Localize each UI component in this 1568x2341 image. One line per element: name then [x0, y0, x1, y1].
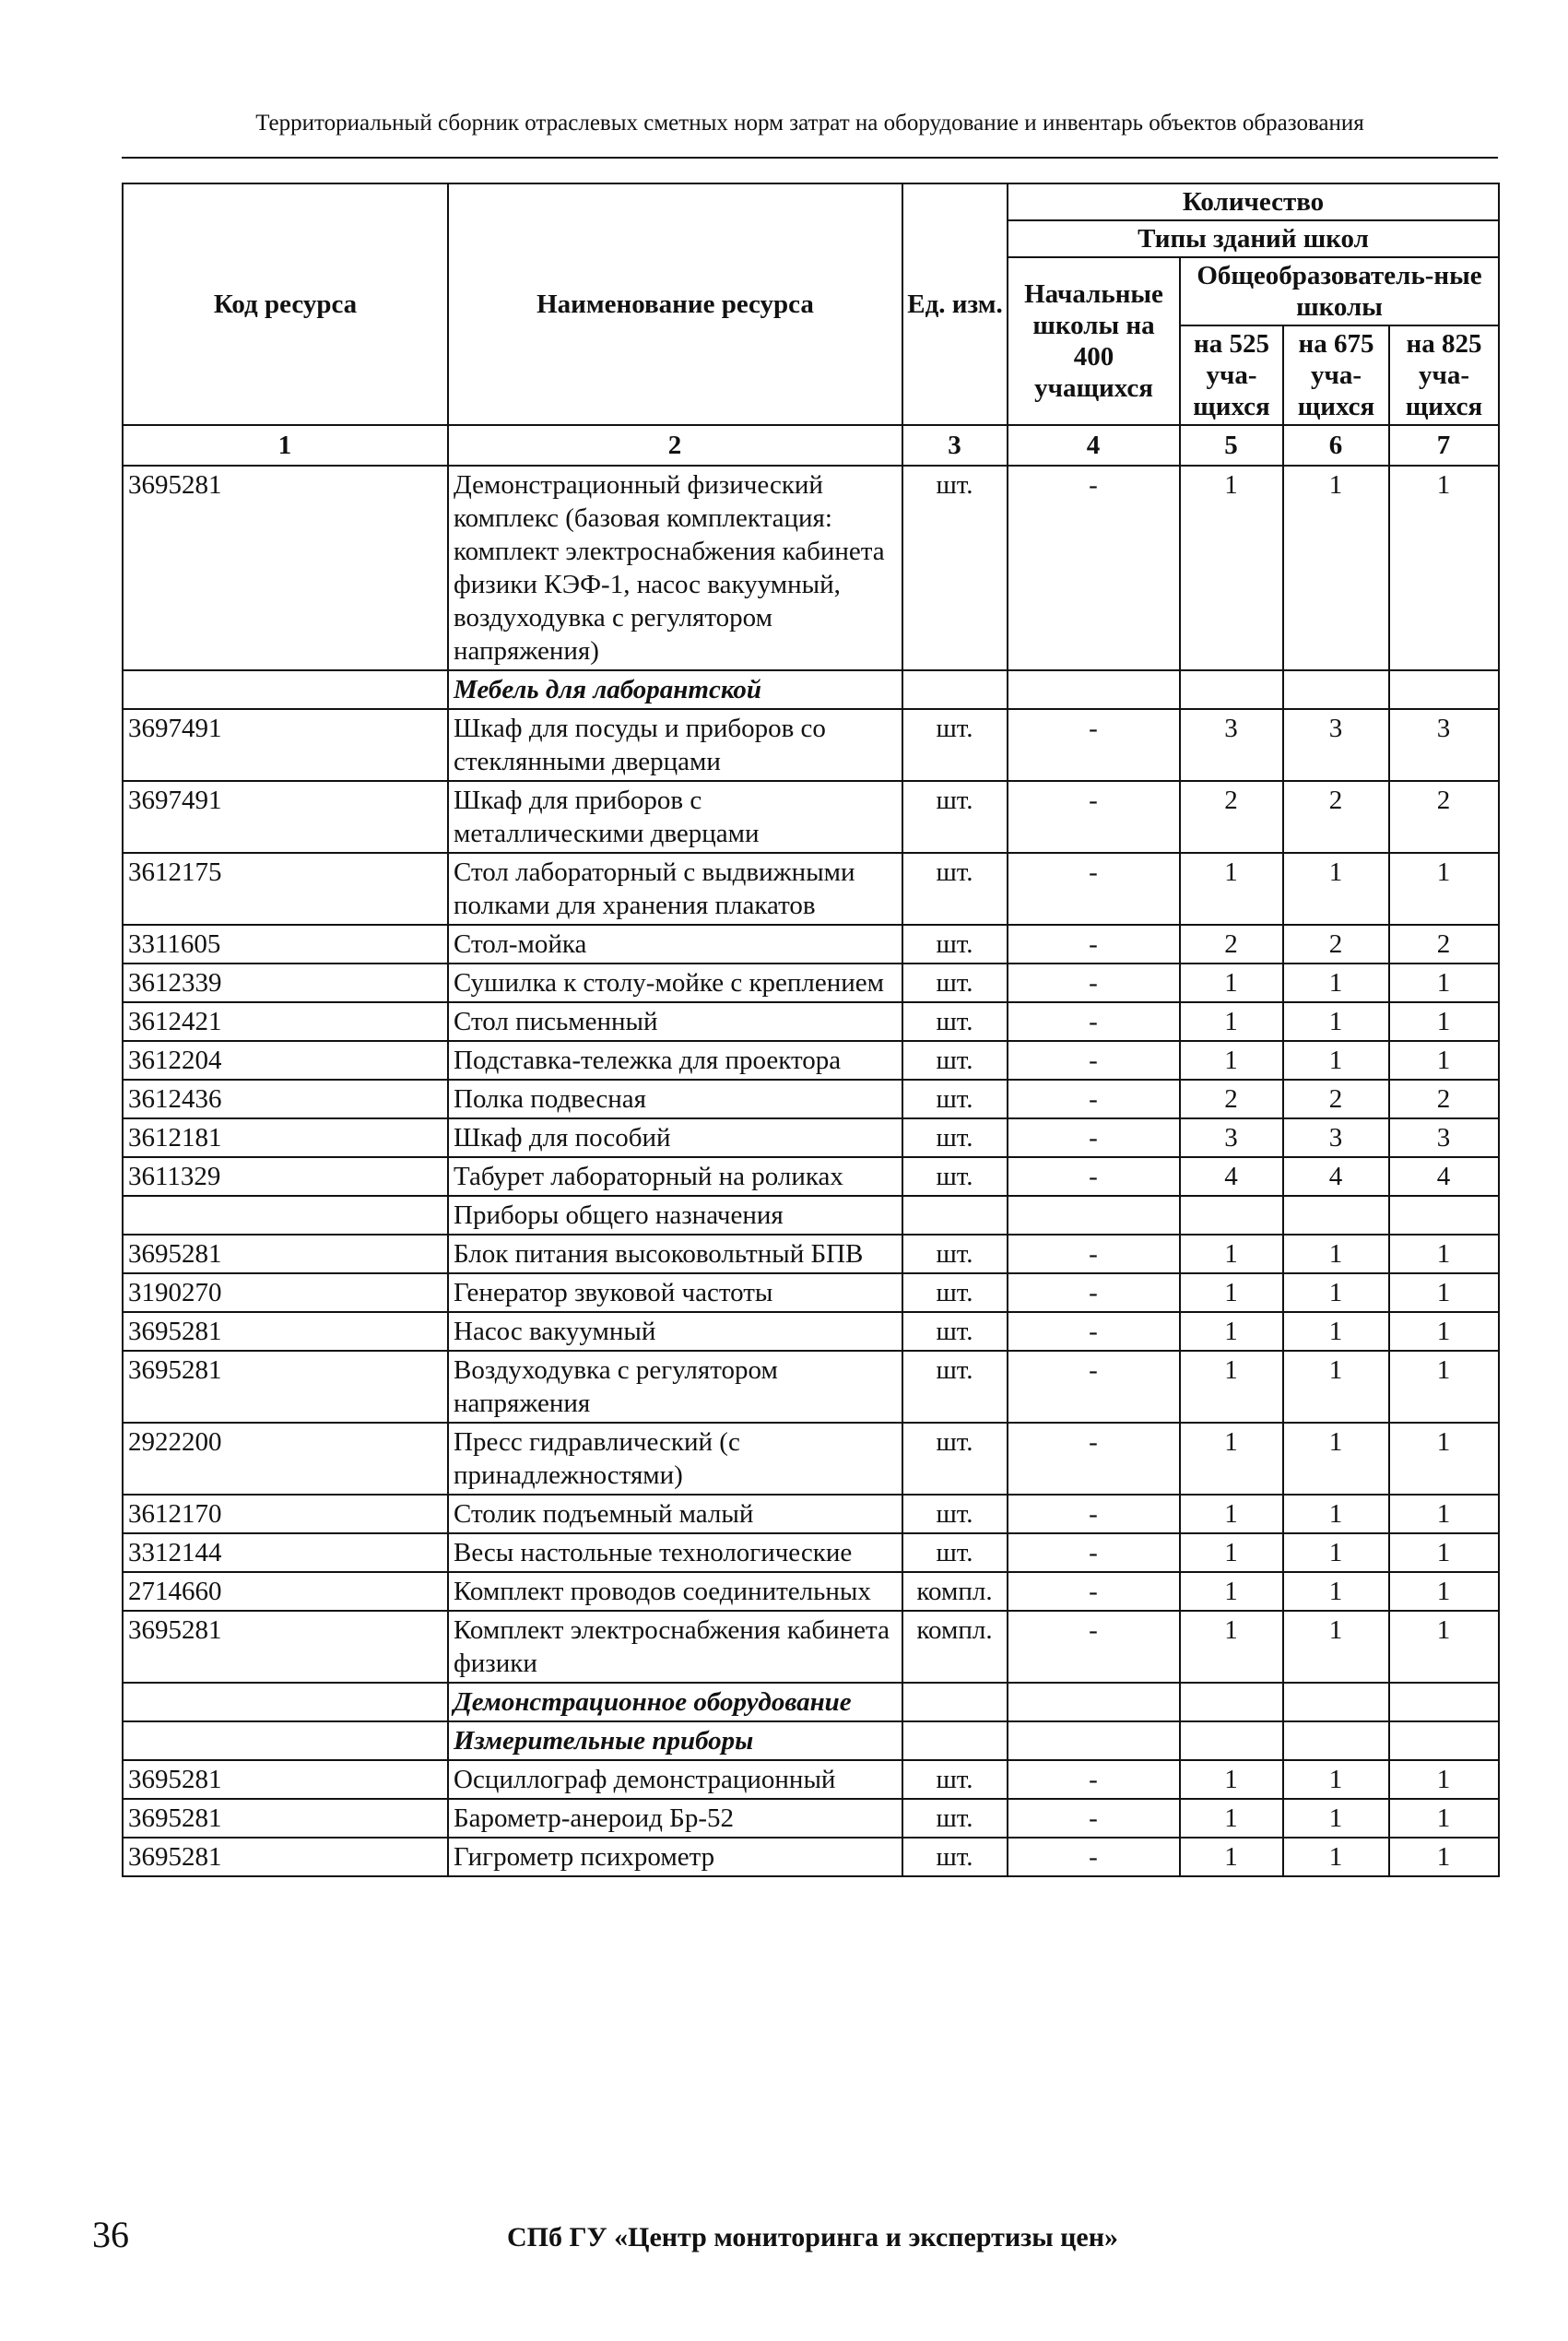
qty-675: 1	[1283, 853, 1389, 925]
qty-primary-400: -	[1008, 1572, 1180, 1611]
table-row	[123, 1495, 1499, 1533]
qty-825: 2	[1389, 1080, 1499, 1118]
resource-code: 3695281	[123, 1235, 448, 1273]
col-header-unit: Ед. изм.	[902, 183, 1008, 425]
qty-675: 1	[1283, 1351, 1389, 1423]
qty-675: 1	[1283, 1799, 1389, 1838]
qty-825: 1	[1389, 466, 1499, 670]
section-title: Измерительные приборы	[448, 1721, 902, 1760]
qty-primary-400: -	[1008, 853, 1180, 925]
qty-825: 1	[1389, 1495, 1499, 1533]
resource-code: 3312144	[123, 1533, 448, 1572]
qty-825: 2	[1389, 925, 1499, 964]
unit-cell: шт.	[902, 1423, 1008, 1495]
qty-675: 1	[1283, 1041, 1389, 1080]
empty-cell	[123, 670, 448, 709]
qty-825: 2	[1389, 781, 1499, 853]
resource-code: 3190270	[123, 1273, 448, 1312]
qty-525: 1	[1180, 1572, 1283, 1611]
resource-name: Стол-мойка	[448, 925, 902, 964]
unit-cell: шт.	[902, 1351, 1008, 1423]
qty-525: 1	[1180, 1760, 1283, 1799]
qty-675: 1	[1283, 964, 1389, 1002]
qty-525: 3	[1180, 1118, 1283, 1157]
table-row	[123, 925, 1499, 964]
resource-name: Табурет лабораторный на роликах	[448, 1157, 902, 1196]
resource-name: Блок питания высоковольтный БПВ	[448, 1235, 902, 1273]
resource-code: 3612170	[123, 1495, 448, 1533]
table-row	[123, 853, 1499, 925]
resource-name: Шкаф для пособий	[448, 1118, 902, 1157]
qty-primary-400: -	[1008, 964, 1180, 1002]
empty-cell	[1389, 670, 1499, 709]
table-row	[123, 1533, 1499, 1572]
resource-name: Сушилка к столу-мойке с креплением	[448, 964, 902, 1002]
qty-primary-400: -	[1008, 925, 1180, 964]
unit-cell: шт.	[902, 1041, 1008, 1080]
qty-primary-400: -	[1008, 1838, 1180, 1876]
qty-825: 1	[1389, 964, 1499, 1002]
qty-675: 1	[1283, 466, 1389, 670]
qty-525: 1	[1180, 1273, 1283, 1312]
qty-525: 1	[1180, 1312, 1283, 1351]
resource-name: Комплект проводов соединительных	[448, 1572, 902, 1611]
qty-825: 1	[1389, 1351, 1499, 1423]
qty-525: 1	[1180, 1002, 1283, 1041]
unit-cell: шт.	[902, 781, 1008, 853]
empty-cell	[1180, 1721, 1283, 1760]
col-header-825: на 825 уча-щихся	[1389, 325, 1499, 425]
resource-name: Осциллограф демонстрационный	[448, 1760, 902, 1799]
qty-primary-400: -	[1008, 709, 1180, 781]
column-number: 7	[1389, 425, 1499, 466]
col-header-quantity: Количество	[1008, 183, 1499, 220]
table-row	[123, 1002, 1499, 1041]
empty-cell	[1283, 1683, 1389, 1721]
qty-525: 2	[1180, 925, 1283, 964]
qty-primary-400: -	[1008, 1611, 1180, 1683]
resource-code: 3612436	[123, 1080, 448, 1118]
empty-cell	[1180, 670, 1283, 709]
qty-525: 3	[1180, 709, 1283, 781]
section-title: Мебель для лаборантской	[448, 670, 902, 709]
unit-cell: шт.	[902, 853, 1008, 925]
resource-code: 3611329	[123, 1157, 448, 1196]
resource-code: 2922200	[123, 1423, 448, 1495]
qty-825: 1	[1389, 1041, 1499, 1080]
qty-525: 1	[1180, 1838, 1283, 1876]
qty-525: 1	[1180, 1495, 1283, 1533]
publisher-footer: СПб ГУ «Центр мониторинга и экспертизы цен»	[507, 2222, 1119, 2252]
empty-cell	[1389, 1721, 1499, 1760]
qty-675: 1	[1283, 1760, 1389, 1799]
empty-cell	[1389, 1196, 1499, 1235]
table-row	[123, 1760, 1499, 1799]
col-header-675: на 675 уча-щихся	[1283, 325, 1389, 425]
table-row	[123, 1351, 1499, 1423]
resource-code: 3695281	[123, 1312, 448, 1351]
qty-675: 3	[1283, 709, 1389, 781]
qty-825: 1	[1389, 1235, 1499, 1273]
qty-675: 1	[1283, 1533, 1389, 1572]
qty-primary-400: -	[1008, 1235, 1180, 1273]
qty-675: 2	[1283, 1080, 1389, 1118]
column-number: 5	[1180, 425, 1283, 466]
col-header-code: Код ресурса	[123, 183, 448, 425]
section-row	[123, 1196, 1499, 1235]
qty-675: 1	[1283, 1838, 1389, 1876]
table-row	[123, 1273, 1499, 1312]
section-row	[123, 1683, 1499, 1721]
qty-525: 1	[1180, 964, 1283, 1002]
resource-name: Стол письменный	[448, 1002, 902, 1041]
qty-primary-400: -	[1008, 1495, 1180, 1533]
table-row	[123, 466, 1499, 670]
qty-675: 4	[1283, 1157, 1389, 1196]
qty-primary-400: -	[1008, 1423, 1180, 1495]
empty-cell	[1008, 1683, 1180, 1721]
resource-code: 3612339	[123, 964, 448, 1002]
running-header: Территориальный сборник отраслевых сметных норм затрат на оборудование и инвентарь объектов образования	[255, 111, 1364, 136]
qty-primary-400: -	[1008, 1157, 1180, 1196]
col-header-general: Общеобразователь-ные школы	[1180, 257, 1499, 325]
qty-675: 1	[1283, 1002, 1389, 1041]
table-row	[123, 1611, 1499, 1683]
qty-525: 2	[1180, 781, 1283, 853]
qty-675: 1	[1283, 1572, 1389, 1611]
unit-cell: компл.	[902, 1611, 1008, 1683]
qty-525: 1	[1180, 853, 1283, 925]
resource-name: Гигрометр психрометр	[448, 1838, 902, 1876]
qty-primary-400: -	[1008, 1312, 1180, 1351]
qty-675: 3	[1283, 1118, 1389, 1157]
resource-name: Полка подвесная	[448, 1080, 902, 1118]
qty-825: 1	[1389, 1572, 1499, 1611]
header-rule	[122, 157, 1498, 159]
qty-525: 1	[1180, 1235, 1283, 1273]
qty-525: 1	[1180, 1533, 1283, 1572]
resource-code: 3695281	[123, 1799, 448, 1838]
unit-cell: шт.	[902, 466, 1008, 670]
table-row	[123, 1799, 1499, 1838]
empty-cell	[1008, 1196, 1180, 1235]
qty-825: 1	[1389, 1799, 1499, 1838]
section-row	[123, 670, 1499, 709]
qty-825: 4	[1389, 1157, 1499, 1196]
qty-primary-400: -	[1008, 1080, 1180, 1118]
table-row	[123, 964, 1499, 1002]
table-row	[123, 1041, 1499, 1080]
resource-code: 3695281	[123, 1351, 448, 1423]
resource-name: Подставка-тележка для проектора	[448, 1041, 902, 1080]
unit-cell: шт.	[902, 1235, 1008, 1273]
qty-primary-400: -	[1008, 466, 1180, 670]
empty-cell	[123, 1196, 448, 1235]
column-number: 6	[1283, 425, 1389, 466]
qty-675: 2	[1283, 925, 1389, 964]
qty-825: 1	[1389, 1533, 1499, 1572]
qty-primary-400: -	[1008, 781, 1180, 853]
resource-code: 3695281	[123, 1838, 448, 1876]
qty-825: 3	[1389, 709, 1499, 781]
qty-primary-400: -	[1008, 1760, 1180, 1799]
resource-code: 3695281	[123, 466, 448, 670]
unit-cell: шт.	[902, 1533, 1008, 1572]
qty-525: 1	[1180, 1351, 1283, 1423]
resource-name: Пресс гидравлический (с принадлежностями)	[448, 1423, 902, 1495]
qty-525: 2	[1180, 1080, 1283, 1118]
column-number-row	[123, 425, 1499, 466]
qty-primary-400: -	[1008, 1041, 1180, 1080]
table-row	[123, 1838, 1499, 1876]
column-number: 4	[1008, 425, 1180, 466]
resource-name: Столик подъемный малый	[448, 1495, 902, 1533]
qty-primary-400: -	[1008, 1002, 1180, 1041]
qty-825: 1	[1389, 853, 1499, 925]
qty-825: 3	[1389, 1118, 1499, 1157]
qty-825: 1	[1389, 1760, 1499, 1799]
qty-675: 1	[1283, 1495, 1389, 1533]
resource-table	[122, 183, 1500, 1877]
unit-cell: шт.	[902, 1312, 1008, 1351]
col-header-name: Наименование ресурса	[448, 183, 902, 425]
resource-name: Весы настольные технологические	[448, 1533, 902, 1572]
empty-cell	[1283, 1196, 1389, 1235]
qty-525: 1	[1180, 1041, 1283, 1080]
unit-cell: шт.	[902, 1495, 1008, 1533]
qty-primary-400: -	[1008, 1533, 1180, 1572]
unit-cell: компл.	[902, 1572, 1008, 1611]
resource-code: 3612204	[123, 1041, 448, 1080]
empty-cell	[1008, 670, 1180, 709]
unit-cell: шт.	[902, 1080, 1008, 1118]
qty-825: 1	[1389, 1423, 1499, 1495]
table-row	[123, 709, 1499, 781]
qty-825: 1	[1389, 1002, 1499, 1041]
column-number: 1	[123, 425, 448, 466]
qty-825: 1	[1389, 1838, 1499, 1876]
resource-name: Комплект электроснабжения кабинета физики	[448, 1611, 902, 1683]
empty-cell	[902, 1196, 1008, 1235]
unit-cell: шт.	[902, 925, 1008, 964]
table-row	[123, 1572, 1499, 1611]
resource-code: 3697491	[123, 709, 448, 781]
qty-525: 1	[1180, 466, 1283, 670]
column-number: 2	[448, 425, 902, 466]
unit-cell: шт.	[902, 1273, 1008, 1312]
resource-code: 3695281	[123, 1760, 448, 1799]
resource-code: 2714660	[123, 1572, 448, 1611]
unit-cell: шт.	[902, 1118, 1008, 1157]
empty-cell	[123, 1721, 448, 1760]
section-title: Приборы общего назначения	[448, 1196, 902, 1235]
resource-name: Воздуходувка с регулятором напряжения	[448, 1351, 902, 1423]
unit-cell: шт.	[902, 1799, 1008, 1838]
empty-cell	[1283, 670, 1389, 709]
table-row	[123, 1157, 1499, 1196]
qty-675: 1	[1283, 1423, 1389, 1495]
resource-name: Барометр-анероид Бр-52	[448, 1799, 902, 1838]
col-header-building-types: Типы зданий школ	[1008, 220, 1499, 257]
resource-name: Демонстрационный физический комплекс (базовая комплектация: комплект электроснабжения кабинета физики КЭФ-1, насос вакуумный, воздуходувка с регулятором напряжения)	[448, 466, 902, 670]
unit-cell: шт.	[902, 964, 1008, 1002]
qty-825: 1	[1389, 1611, 1499, 1683]
table-row	[123, 1312, 1499, 1351]
resource-code: 3695281	[123, 1611, 448, 1683]
qty-675: 1	[1283, 1312, 1389, 1351]
unit-cell: шт.	[902, 709, 1008, 781]
qty-525: 1	[1180, 1799, 1283, 1838]
table-row	[123, 781, 1499, 853]
qty-675: 2	[1283, 781, 1389, 853]
qty-primary-400: -	[1008, 1351, 1180, 1423]
page-number: 36	[92, 2214, 129, 2255]
qty-primary-400: -	[1008, 1273, 1180, 1312]
resource-code: 3612175	[123, 853, 448, 925]
resource-name: Генератор звуковой частоты	[448, 1273, 902, 1312]
empty-cell	[1180, 1683, 1283, 1721]
qty-primary-400: -	[1008, 1118, 1180, 1157]
resource-name: Шкаф для посуды и приборов со стеклянными дверцами	[448, 709, 902, 781]
empty-cell	[1180, 1196, 1283, 1235]
qty-675: 1	[1283, 1273, 1389, 1312]
unit-cell: шт.	[902, 1002, 1008, 1041]
section-title: Демонстрационное оборудование	[448, 1683, 902, 1721]
unit-cell: шт.	[902, 1760, 1008, 1799]
resource-code: 3311605	[123, 925, 448, 964]
empty-cell	[902, 1683, 1008, 1721]
empty-cell	[1283, 1721, 1389, 1760]
table-row	[123, 1118, 1499, 1157]
unit-cell: шт.	[902, 1157, 1008, 1196]
empty-cell	[123, 1683, 448, 1721]
qty-675: 1	[1283, 1611, 1389, 1683]
col-header-525: на 525 уча-щихся	[1180, 325, 1283, 425]
resource-name: Стол лабораторный с выдвижными полками для хранения плакатов	[448, 853, 902, 925]
empty-cell	[1389, 1683, 1499, 1721]
table-row	[123, 1423, 1499, 1495]
col-header-primary: Начальные школы на 400 учащихся	[1008, 257, 1180, 425]
section-row	[123, 1721, 1499, 1760]
column-number: 3	[902, 425, 1008, 466]
table-row	[123, 1080, 1499, 1118]
unit-cell: шт.	[902, 1838, 1008, 1876]
qty-525: 4	[1180, 1157, 1283, 1196]
resource-code: 3612421	[123, 1002, 448, 1041]
resource-code: 3697491	[123, 781, 448, 853]
qty-525: 1	[1180, 1423, 1283, 1495]
empty-cell	[902, 670, 1008, 709]
qty-825: 1	[1389, 1273, 1499, 1312]
qty-primary-400: -	[1008, 1799, 1180, 1838]
empty-cell	[902, 1721, 1008, 1760]
empty-cell	[1008, 1721, 1180, 1760]
table-row	[123, 1235, 1499, 1273]
resource-code: 3612181	[123, 1118, 448, 1157]
qty-525: 1	[1180, 1611, 1283, 1683]
qty-825: 1	[1389, 1312, 1499, 1351]
resource-name: Насос вакуумный	[448, 1312, 902, 1351]
qty-675: 1	[1283, 1235, 1389, 1273]
resource-name: Шкаф для приборов с металлическими дверцами	[448, 781, 902, 853]
